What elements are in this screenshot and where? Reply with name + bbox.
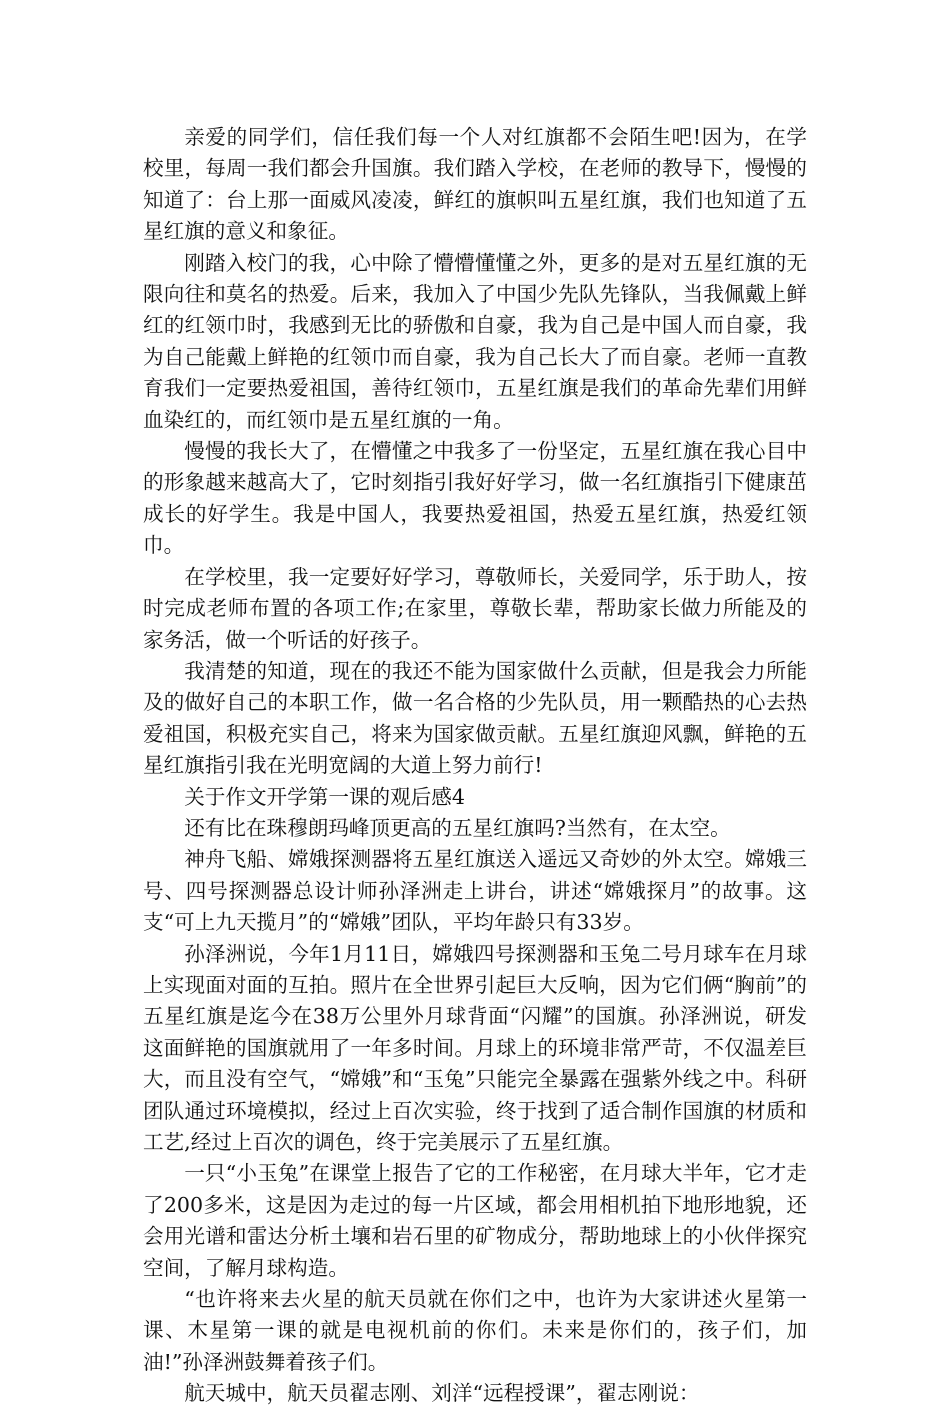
paragraph-8: 孙泽洲说，今年1月11日，嫦娥四号探测器和玉兔二号月球车在月球上实现面对面的互拍。照片在全世界引起巨大反响，因为它们俩“胸前”的五星红旗是迄今在38万公里外月球背面“闪耀”的国旗。孙泽洲说，研发这面鲜艳的国旗就用了一年多时间。月球上的环境非常严苛，不仅温差巨大，而且没有空气，“嫦娥”和“玉兔”只能完全暴露在强紫外线之中。科研团队通过环境模拟，经过上百次实验，终于找到了适合制作国旗的材质和工艺,经过上百次的调色，终于完美展示了五星红旗。 [143, 941, 807, 1154]
document-body [143, 122, 807, 1410]
paragraph-4: 在学校里，我一定要好好学习，尊敬师长，关爱同学，乐于助人，按时完成老师布置的各项工作;在家里，尊敬长辈，帮助家长做力所能及的家务活，做一个听话的好孩子。 [143, 564, 807, 652]
paragraph-5: 我清楚的知道，现在的我还不能为国家做什么贡献，但是我会力所能及的做好自己的本职工作，做一名合格的少先队员，用一颗酷热的心去热爱祖国，积极充实自己，将来为国家做贡献。五星红旗迎风飘，鲜艳的五星红旗指引我在光明宽阔的大道上努力前行! [143, 658, 807, 778]
paragraph-7: 神舟飞船、嫦娥探测器将五星红旗送入遥远又奇妙的外太空。嫦娥三号、四号探测器总设计师孙泽洲走上讲台，讲述“嫦娥探月”的故事。这支“可上九天揽月”的“嫦娥”团队，平均年龄只有33岁。 [143, 847, 807, 935]
paragraph-9: 一只“小玉兔”在课堂上报告了它的工作秘密，在月球大半年，它才走了200多米，这是因为走过的每一片区域，都会用相机拍下地形地貌，还会用光谱和雷达分析土壤和岩石里的矿物成分，帮助地球上的小伙伴探究空间，了解月球构造。 [143, 1161, 807, 1280]
paragraph-6: 还有比在珠穆朗玛峰顶更高的五星红旗吗?当然有，在太空。 [184, 815, 731, 840]
paragraph-2: 刚踏入校门的我，心中除了懵懵懂懂之外，更多的是对五星红旗的无限向往和莫名的热爱。后来，我加入了中国少先队先锋队，当我佩戴上鲜红的红领巾时，我感到无比的骄傲和自豪，我为自己是中国人而自豪，我为自己能戴上鲜艳的红领巾而自豪，我为自己长大了而自豪。老师一直教育我们一定要热爱祖国，善待红领巾，五星红旗是我们的革命先辈们用鲜血染红的，而红领巾是五星红旗的一角。 [143, 250, 807, 432]
section-heading: 关于作文开学第一课的观后感4 [184, 784, 466, 809]
paragraph-1: 亲爱的同学们，信任我们每一个人对红旗都不会陌生吧!因为，在学校里，每周一我们都会升国旗。我们踏入学校，在老师的教导下，慢慢的知道了：台上那一面威风凌凌，鲜红的旗帜叫五星红旗，我们也知道了五星红旗的意义和象征。 [143, 125, 807, 244]
paragraph-11: 航天城中，航天员翟志刚、刘洋“远程授课”，翟志刚说： [184, 1381, 700, 1406]
paragraph-3: 慢慢的我长大了，在懵懂之中我多了一份坚定，五星红旗在我心目中的形象越来越高大了，它时刻指引我好好学习，做一名红旗指引下健康茁成长的好学生。我是中国人，我要热爱祖国，热爱五星红旗，热爱红领巾。 [143, 439, 807, 558]
paragraph-10: “也许将来去火星的航天员就在你们之中，也许为大家讲述火星第一课、木星第一课的就是电视机前的你们。未来是你们的，孩子们，加油!”孙泽洲鼓舞着孩子们。 [143, 1287, 807, 1374]
